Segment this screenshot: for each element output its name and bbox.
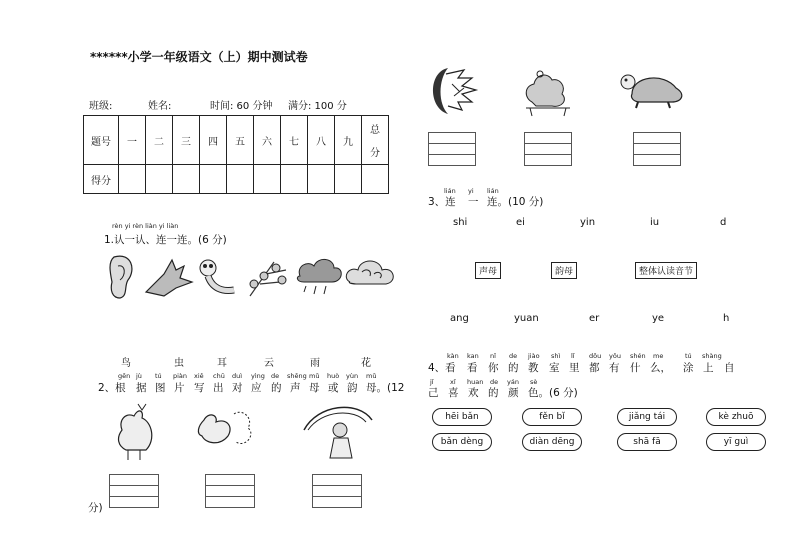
q4-char: 都 [589,362,600,374]
category-whole-syllables[interactable]: 整体认读音节 [635,262,697,279]
q4-pinyin2: huan [467,378,484,386]
q4-pinyin1: jiào [528,352,540,360]
q4-pinyin1: lǐ [571,352,575,360]
q2-char: 声 [290,382,301,394]
question-col: 八 [308,116,335,165]
q4-char: 什 [630,362,641,374]
name-label: 姓名: [148,101,172,112]
class-label: 班级: [89,101,113,112]
bird-icon [146,260,192,296]
q4-char: 的 [488,387,499,399]
pinyin-pill[interactable]: shā fā [617,433,677,451]
question-col: 六 [254,116,281,165]
q3-top-item: ei [516,217,525,228]
rain-cloud-icon [297,259,341,294]
q1-label: 1.认一认、连一连。(6 分) [104,234,227,246]
turtle-icon [621,75,682,108]
q2-writing-box-2[interactable] [205,474,255,508]
score-cell[interactable] [173,165,200,194]
q2-char: 写 [194,382,205,394]
question-col: 五 [227,116,254,165]
score-cell[interactable] [335,165,362,194]
q4-char: 颜 [508,387,519,399]
score-cell[interactable] [254,165,281,194]
pinyin-pill[interactable]: jiǎng tái [617,408,677,426]
q4-pinyin1: tú [685,352,692,360]
q3-top-item: shi [453,217,468,228]
q2-pinyin: jù [136,372,142,380]
score-row-label: 得分 [84,165,119,194]
q4-char: 有 [609,362,620,374]
q3-label-char: 连。(10 分) [487,196,544,208]
q2-char: 据 [136,382,147,394]
q3-pinyin: lián [487,187,499,195]
q3-top-item: iu [650,217,660,228]
q4-pinyin1: kan [467,352,479,360]
q4-pinyin2: jǐ [430,378,434,386]
q1-word: 花 [361,358,371,369]
q4-char: 的 [508,362,519,374]
q3-pinyin: lián [444,187,456,195]
q2-pinyin: piàn [173,372,188,380]
ear-icon [110,256,132,298]
q4-char: 涂 [683,362,694,374]
score-cell[interactable] [200,165,227,194]
full-score-info: 满分: 100 分 [288,101,347,112]
q2-writing-box-3[interactable] [312,474,362,508]
q3-top-item: yin [580,217,596,228]
score-cell[interactable] [227,165,254,194]
q4-char: 欢 [468,387,479,399]
q2-pictures [108,400,378,464]
question-col: 九 [335,116,362,165]
pinyin-pill[interactable]: yī guì [706,433,766,451]
q4-pinyin1: dōu [589,352,602,360]
q2-char: 韵 [347,382,358,394]
total-bottom: 分 [370,148,380,159]
score-cell[interactable] [281,165,308,194]
q4-char: 么， [650,362,671,374]
q4-char: 喜 [448,387,459,399]
q3-pinyin: yi [468,187,474,195]
q1-word: 鸟 [121,358,131,369]
q3-bottom-item: er [589,313,600,324]
q2-pinyin: yìng [251,372,265,380]
question-col: 四 [200,116,227,165]
q4-char: 里 [569,362,580,374]
q2-char: 或 [328,382,339,394]
pinyin-pill[interactable]: hēi bǎn [432,408,492,426]
q1-word: 云 [264,358,274,369]
q2-char: 图 [155,382,166,394]
q4-pinyin1: yǒu [609,352,621,360]
q1-pinyin: rèn yi rèn liàn yi liàn [112,222,179,230]
right-pictures [424,64,704,120]
q4-char: 色。(6 分) [528,387,578,399]
q2-char: 片 [174,382,185,394]
q4-char: 己 [428,387,439,399]
q2-char: 2、根 [98,382,126,394]
q3-bottom-item: h [723,313,730,324]
q4-char: 4、看 [428,362,456,374]
q1-word: 雨 [310,358,320,369]
category-finals[interactable]: 韵母 [551,262,577,279]
q2-pinyin: huò [327,372,340,380]
score-cell[interactable] [119,165,146,194]
rooster-icon [119,404,152,460]
q2-pinyin: gēn [118,372,131,380]
q2-writing-box-1[interactable] [109,474,159,508]
pinyin-pill[interactable]: fěn bǐ [522,408,582,426]
q2-char: 的 [271,382,282,394]
category-initials[interactable]: 声母 [475,262,501,279]
question-col: 一 [119,116,146,165]
q3-bottom-item: ang [450,313,469,324]
q1-word: 虫 [174,358,184,369]
q4-pinyin1: kàn [447,352,459,360]
right-writing-box-2[interactable] [524,132,572,166]
caterpillar-icon [200,260,234,290]
time-info: 时间: 60 分钟 [210,101,273,112]
q2-pinyin: shēng [287,372,307,380]
q2-char: 出 [213,382,224,394]
q3-bottom-item: yuan [514,313,539,324]
cloud-icon [346,261,393,284]
score-cell[interactable] [308,165,335,194]
flower-icon [250,262,286,296]
q2-pinyin: xiě [194,372,204,380]
q2-pinyin: chū [213,372,225,380]
q4-char: 上 [703,362,714,374]
pinyin-pill[interactable]: diàn dēng [522,433,582,451]
q4-char: 自 [724,362,735,374]
question-col: 二 [146,116,173,165]
score-cell[interactable] [362,165,389,194]
q1-pictures [104,252,404,302]
q1-word: 耳 [217,358,227,369]
q2-pinyin: yùn [346,372,359,380]
q4-pinyin1: shén [630,352,646,360]
q2-char: 应 [251,382,262,394]
q3-bottom-item: ye [652,313,665,324]
q4-pinyin1: shì [551,352,561,360]
child-umbrella-icon [304,407,372,458]
pinyin-pill[interactable]: bǎn dèng [432,433,492,451]
q2-pinyin: mǔ [366,372,377,380]
q4-pinyin1: shàng [702,352,722,360]
q4-char: 教 [528,362,539,374]
score-table [83,115,389,194]
q4-pinyin1: nǐ [490,352,496,360]
rooster-crowing-icon [526,71,570,116]
q4-char: 看 [467,362,478,374]
question-col: 三 [173,116,200,165]
q2-char: 母 [309,382,320,394]
q2-tail: 分) [88,502,103,514]
q2-pinyin: tú [155,372,162,380]
q2-char: 母。(12 [366,382,405,394]
duck-icon [198,412,251,443]
q4-char: 你 [488,362,499,374]
score-cell[interactable] [146,165,173,194]
question-number-label: 题号 [84,116,119,165]
pinyin-pill[interactable]: kè zhuō [706,408,766,426]
total-top: 总 [370,125,380,136]
q4-pinyin2: xǐ [450,378,456,386]
q4-pinyin2: sè [530,378,538,386]
q4-pinyin2: yán [507,378,519,386]
hedgehog-moon-icon [433,68,476,114]
q4-char: 室 [549,362,560,374]
q4-pinyin1: de [509,352,518,360]
q2-char: 对 [232,382,243,394]
right-writing-box-1[interactable] [428,132,476,166]
q2-pinyin: duì [232,372,243,380]
q2-pinyin: mǔ [309,372,320,380]
q3-label-char: 一 [468,196,479,208]
q4-pinyin1: me [653,352,664,360]
question-col: 七 [281,116,308,165]
q3-top-item: d [720,217,727,228]
total-col [362,116,389,165]
page-title: ******小学一年级语文（上）期中测试卷 [90,50,308,64]
q3-label-prefix: 3、连 [428,196,456,208]
right-writing-box-3[interactable] [633,132,681,166]
q2-pinyin: de [271,372,280,380]
q4-pinyin2: de [490,378,499,386]
